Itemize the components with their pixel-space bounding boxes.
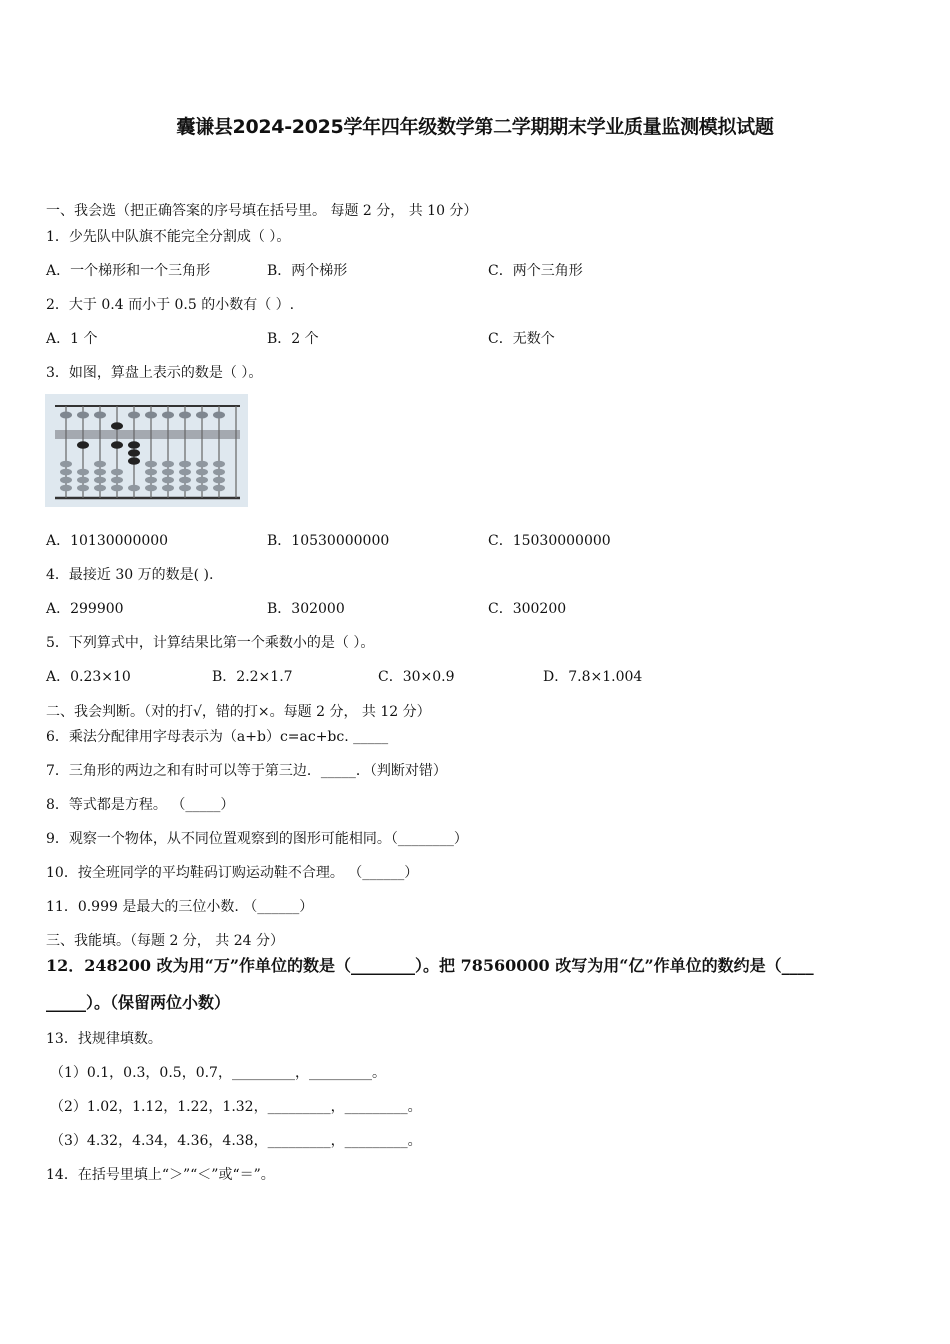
q5-option-d: D．7.8×1.004	[543, 669, 643, 685]
q5-option-b: B．2.2×1.7	[212, 669, 293, 685]
q1-option-c: C．两个三角形	[488, 263, 583, 279]
q2-option-b: B．2 个	[267, 331, 319, 347]
abacus-image	[45, 394, 248, 507]
question-6: 6．乘法分配律用字母表示为（a+b）c=ac+bc. _____	[46, 729, 389, 745]
q4-option-b: B．302000	[267, 601, 345, 617]
q4-option-c: C．300200	[488, 601, 567, 617]
question-13: 13．找规律填数。	[46, 1031, 162, 1047]
q4-option-a: A．299900	[46, 601, 124, 617]
question-2: 2．大于 0.4 而小于 0.5 的小数有（ ）.	[46, 297, 295, 313]
question-12-line1: 12．248200 改为用“万”作单位的数是（________）。把 78560000 改写为用“亿”作单位的数约是（____	[46, 956, 814, 975]
q3-option-b: B．10530000000	[267, 533, 390, 549]
section-heading-judge: 二、我会判断。（对的打√，错的打×。每题 2 分， 共 12 分）	[46, 704, 431, 720]
section-heading-choice: 一、我会选（把正确答案的序号填在括号里。 每题 2 分， 共 10 分）	[46, 203, 478, 219]
q1-option-a: A．一个梯形和一个三角形	[46, 263, 211, 279]
question-4: 4．最接近 30 万的数是( ).	[46, 567, 214, 583]
question-5: 5．下列算式中，计算结果比第一个乘数小的是（ ）。	[46, 635, 375, 651]
question-13-part-1: （1）0.1，0.3，0.5，0.7，_________，_________。	[50, 1065, 386, 1081]
q2-option-c: C．无数个	[488, 331, 555, 347]
question-9: 9．观察一个物体，从不同位置观察到的图形可能相同。（________）	[46, 831, 468, 847]
page-title: 囊谦县2024-2025学年四年级数学第二学期期末学业质量监测模拟试题	[176, 116, 774, 138]
q3-option-c: C．15030000000	[488, 533, 611, 549]
question-12-line2: _____）。（保留两位小数）	[46, 993, 231, 1012]
question-10: 10．按全班同学的平均鞋码订购运动鞋不合理。 （______）	[46, 865, 419, 881]
question-11: 11．0.999 是最大的三位小数. （______）	[46, 899, 314, 915]
question-7: 7．三角形的两边之和有时可以等于第三边．_____．（判断对错）	[46, 763, 447, 779]
question-13-part-3: （3）4.32，4.34，4.36，4.38，_________，_________。	[50, 1133, 422, 1149]
q5-option-a: A．0.23×10	[46, 669, 131, 685]
section-heading-fill: 三、我能填。（每题 2 分， 共 24 分）	[46, 933, 284, 949]
question-1: 1．少先队中队旗不能完全分割成（ ）。	[46, 229, 291, 245]
question-8: 8．等式都是方程。 （_____）	[46, 797, 235, 813]
q2-option-a: A．1 个	[46, 331, 98, 347]
question-3: 3．如图，算盘上表示的数是（ ）。	[46, 365, 263, 381]
q1-option-b: B．两个梯形	[267, 263, 348, 279]
question-13-part-2: （2）1.02，1.12，1.22，1.32，_________，_________。	[50, 1099, 422, 1115]
question-14: 14．在括号里填上“＞”“＜”或“＝”。	[46, 1167, 275, 1183]
q5-option-c: C．30×0.9	[378, 669, 455, 685]
q3-option-a: A．10130000000	[46, 533, 169, 549]
